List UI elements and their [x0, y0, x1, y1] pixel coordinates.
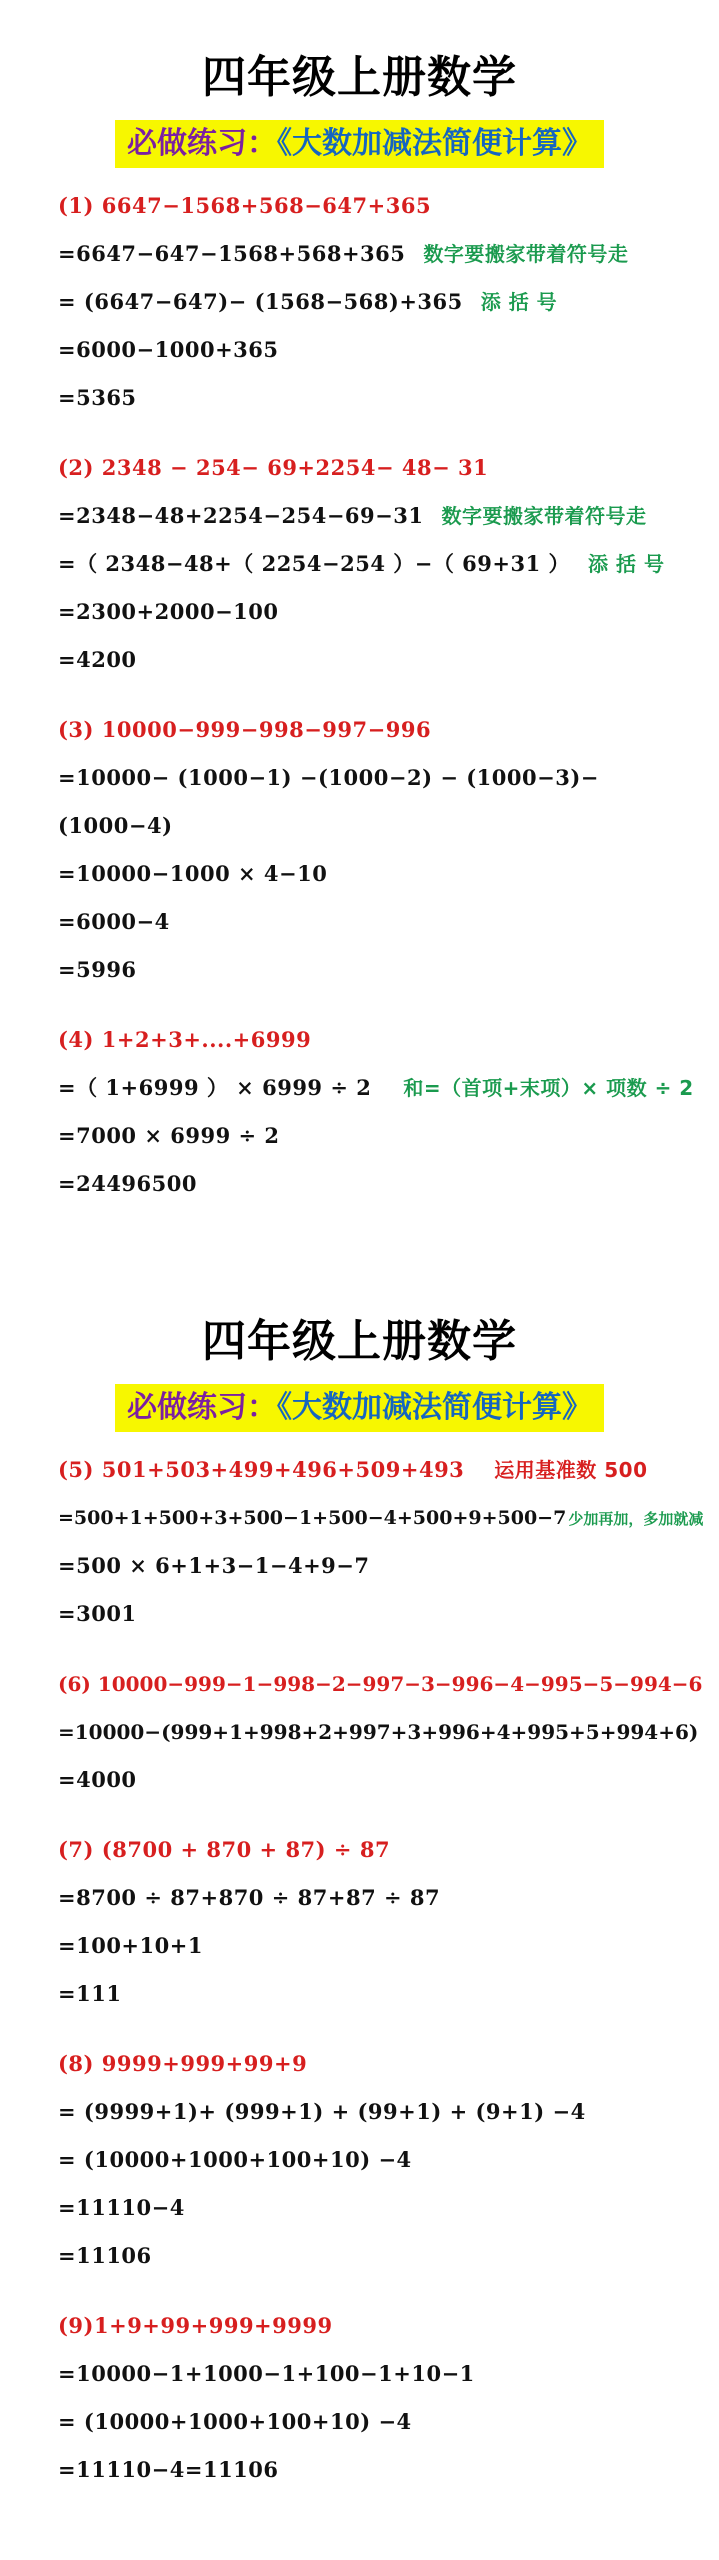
solution-answer: =4200 — [58, 647, 137, 672]
solution-answer: =3001 — [58, 1601, 137, 1626]
section-header-1 — [0, 0, 719, 168]
problem-question: (6) 10000−999−1−998−2−997−3−996−4−995−5−994−6 — [58, 1672, 703, 1696]
solution-step: =6000−1000+365 — [58, 337, 279, 362]
solution-answer: =11106 — [58, 2243, 152, 2268]
solution-step — [58, 230, 719, 278]
solution-answer: =24496500 — [58, 1171, 197, 1196]
solution-step: =10000−(999+1+998+2+997+3+996+4+995+5+994+6) — [58, 1720, 699, 1744]
banner-topic: 《大数加减法简便计算》 — [277, 1390, 592, 1425]
problem-3 — [58, 706, 719, 994]
tip-note: 数字要搬家带着符号走 — [423, 242, 629, 266]
section-header-2 — [0, 1312, 719, 1432]
question-text: (5) 501+503+499+496+509+493 — [58, 1457, 465, 1482]
solution-step: =100+10+1 — [58, 1933, 203, 1958]
step-text: =6647−647−1568+568+365 — [58, 241, 406, 266]
tip-note: 少加再加，多加就减 — [568, 1510, 704, 1528]
solution-answer: =4000 — [58, 1767, 137, 1792]
solution-answer: =111 — [58, 1981, 122, 2006]
problem-7 — [58, 1826, 719, 2018]
step-text: =500+1+500+3+500−1+500−4+500+9+500−7 — [58, 1507, 567, 1529]
problem-question: (2) 2348 − 254− 69+2254− 48− 31 — [58, 455, 489, 480]
solution-step: =10000−1+1000−1+100−1+10−1 — [58, 2361, 475, 2386]
page-title: 四年级上册数学 — [202, 1316, 517, 1367]
method-note: 运用基准数 500 — [494, 1458, 648, 1482]
solution-step — [58, 1064, 719, 1112]
topic-banner — [115, 120, 604, 168]
banner-prefix: 必做练习： — [127, 126, 277, 161]
tip-note: 数字要搬家带着符号走 — [441, 504, 647, 528]
problem-5 — [58, 1446, 719, 1638]
tip-note: 添 括 号 — [588, 552, 665, 576]
tip-note: 添 括 号 — [480, 290, 558, 314]
step-text: =（ 1+6999 ） × 6999 ÷ 2 — [58, 1075, 372, 1100]
problem-question: (3) 10000−999−998−997−996 — [58, 717, 432, 742]
solution-step: = (9999+1)+ (999+1) + (99+1) + (9+1) −4 — [58, 2099, 586, 2124]
problem-9 — [58, 2302, 719, 2494]
solution-step: =10000− (1000−1) −(1000−2) − (1000−3)− — [58, 765, 599, 790]
problem-6 — [58, 1660, 719, 1804]
problem-question: (8) 9999+999+99+9 — [58, 2051, 308, 2076]
problem-question — [58, 1446, 719, 1494]
problem-8 — [58, 2040, 719, 2280]
solution-step — [58, 1494, 719, 1542]
page-title: 四年级上册数学 — [202, 52, 517, 103]
problem-4 — [58, 1016, 719, 1208]
tip-note: 和=（首项+末项）× 项数 ÷ 2 — [403, 1076, 694, 1100]
step-text: =（ 2348−48+（ 2254−254 ）−（ 69+31 ） — [58, 551, 571, 576]
solution-step: = (10000+1000+100+10) −4 — [58, 2147, 412, 2172]
solution-step: (1000−4) — [58, 813, 173, 838]
solution-step — [58, 278, 719, 326]
topic-banner — [115, 1384, 604, 1432]
banner-prefix: 必做练习： — [127, 1390, 277, 1425]
solution-step: =11110−4 — [58, 2195, 185, 2220]
solution-step: =500 × 6+1+3−1−4+9−7 — [58, 1553, 370, 1578]
step-text: =2348−48+2254−254−69−31 — [58, 503, 424, 528]
solution-answer: =5996 — [58, 957, 137, 982]
problem-question: (1) 6647−1568+568−647+365 — [58, 193, 432, 218]
problem-question: (7) (8700 + 870 + 87) ÷ 87 — [58, 1837, 391, 1862]
solution-step: =6000−4 — [58, 909, 170, 934]
problem-question: (9)1+9+99+999+9999 — [58, 2313, 333, 2338]
solution-step — [58, 540, 719, 588]
problem-2 — [58, 444, 719, 684]
solution-step: = (10000+1000+100+10) −4 — [58, 2409, 412, 2434]
solution-step: =2300+2000−100 — [58, 599, 279, 624]
solution-step — [58, 492, 719, 540]
solution-answer: =5365 — [58, 385, 137, 410]
solution-answer: =11110−4=11106 — [58, 2457, 279, 2482]
solution-step: =10000−1000 × 4−10 — [58, 861, 328, 886]
problem-question: (4) 1+2+3+....+6999 — [58, 1027, 312, 1052]
solution-step: =8700 ÷ 87+870 ÷ 87+87 ÷ 87 — [58, 1885, 441, 1910]
solution-step: =7000 × 6999 ÷ 2 — [58, 1123, 280, 1148]
step-text: = (6647−647)− (1568−568)+365 — [58, 289, 463, 314]
problem-1 — [58, 182, 719, 422]
banner-topic: 《大数加减法简便计算》 — [277, 126, 592, 161]
